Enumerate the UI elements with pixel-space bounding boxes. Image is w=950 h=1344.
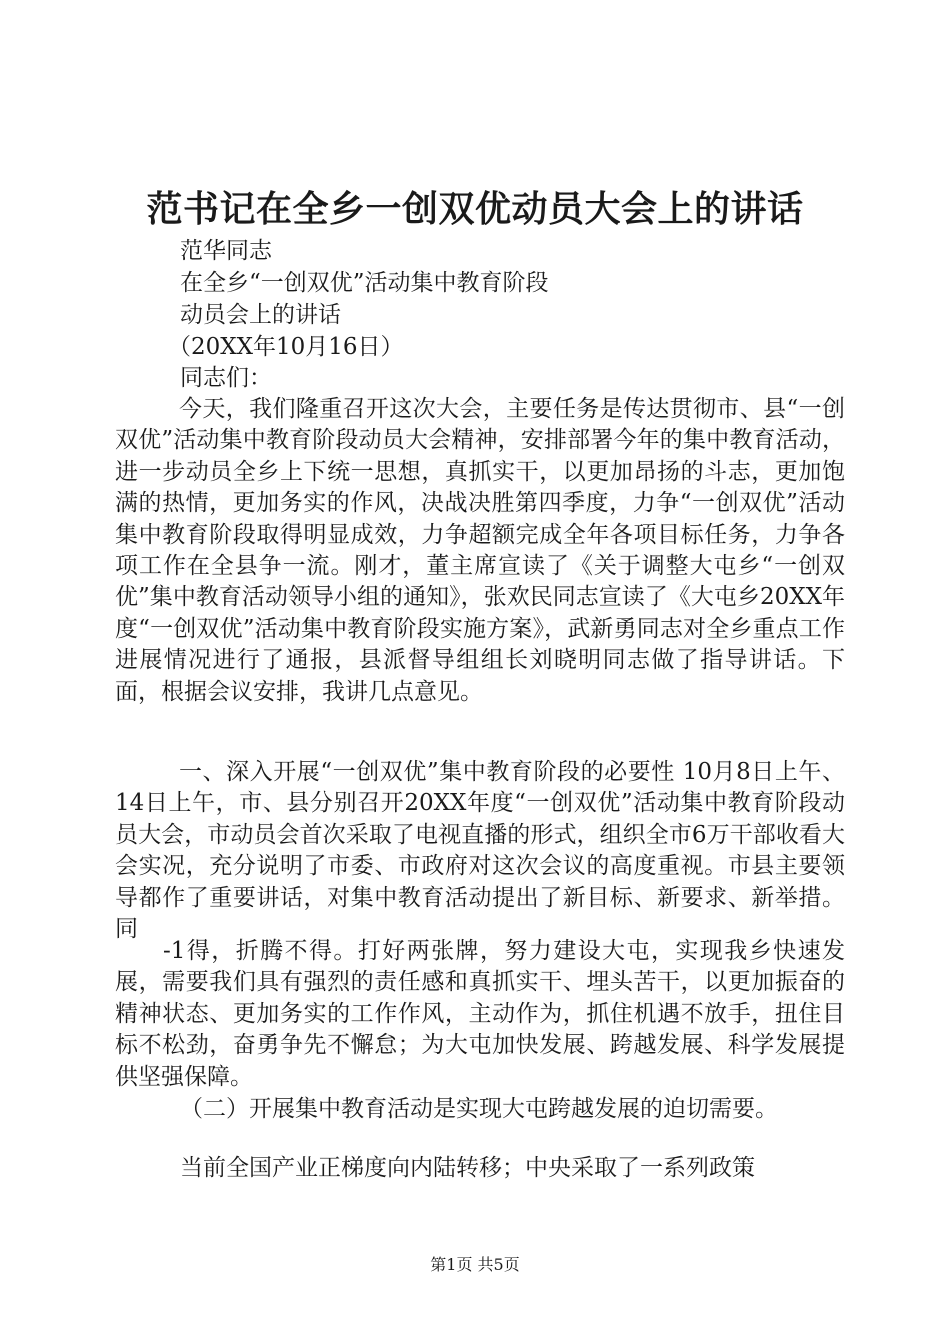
- section-heading-two: （二）开展集中教育活动是实现大屯跨越发展的迫切需要。: [180, 1096, 778, 1122]
- page-footer: 第1页 共5页: [430, 1255, 520, 1274]
- subtitle-line-2: 动员会上的讲话: [180, 302, 341, 328]
- paragraph-section-one: 一、深入开展“一创双优”集中教育阶段的必要性 10月8日上午、14日上午，市、县分别召开20XX年度“一创双优”活动集中教育阶段动员大会，市动员会首次采取了电视直播的形式，组织全市6万干部收看大会实况，充分说明了市委、市政府对这次会议的高度重视。市县主要领导都作了重要讲话，对集中教育活动提出了新目标、新要求、新举措。同: [115, 759, 845, 943]
- paragraph-continuation: -1得，折腾不得。打好两张牌，努力建设大屯，实现我乡快速发展，需要我们具有强烈的责任感和真抓实干、埋头苦干，以更加振奋的精神状态、更加务实的工作作风，主动作为，抓住机遇不放手，扭住目标不松劲，奋勇争先不懈怠；为大屯加快发展、跨越发展、科学发展提供坚强保障。: [115, 938, 845, 1090]
- document-title: 范书记在全乡一创双优动员大会上的讲话: [146, 188, 804, 230]
- salutation: 同志们：: [180, 365, 272, 391]
- subtitle-line-1: 在全乡“一创双优”活动集中教育阶段: [180, 270, 549, 296]
- paragraph-last: 当前全国产业正梯度向内陆转移；中央采取了一系列政策: [180, 1155, 755, 1181]
- speech-date: （20XX年10月16日）: [168, 334, 404, 360]
- paragraph-opening: 今天，我们隆重召开这次大会，主要任务是传达贯彻市、县“一创双优”活动集中教育阶段动员大会精神，安排部署今年的集中教育活动，进一步动员全乡上下统一思想，真抓实干，以更加昂扬的斗志，更加饱满的热情，更加务实的作风，决战决胜第四季度，力争“一创双优”活动集中教育阶段取得明显成效，力争超额完成全年各项目标任务，力争各项工作在全县争一流。刚才，董主席宣读了《关于调整大屯乡“一创双优”集中教育活动领导小组的通知》，张欢民同志宣读了《大屯乡20XX年度“一创双优”活动集中教育阶段实施方案》，武新勇同志对全乡重点工作进展情况进行了通报，县派督导组组长刘晓明同志做了指导讲话。下面，根据会议安排，我讲几点意见。: [115, 396, 845, 705]
- speaker-name: 范华同志: [180, 238, 272, 264]
